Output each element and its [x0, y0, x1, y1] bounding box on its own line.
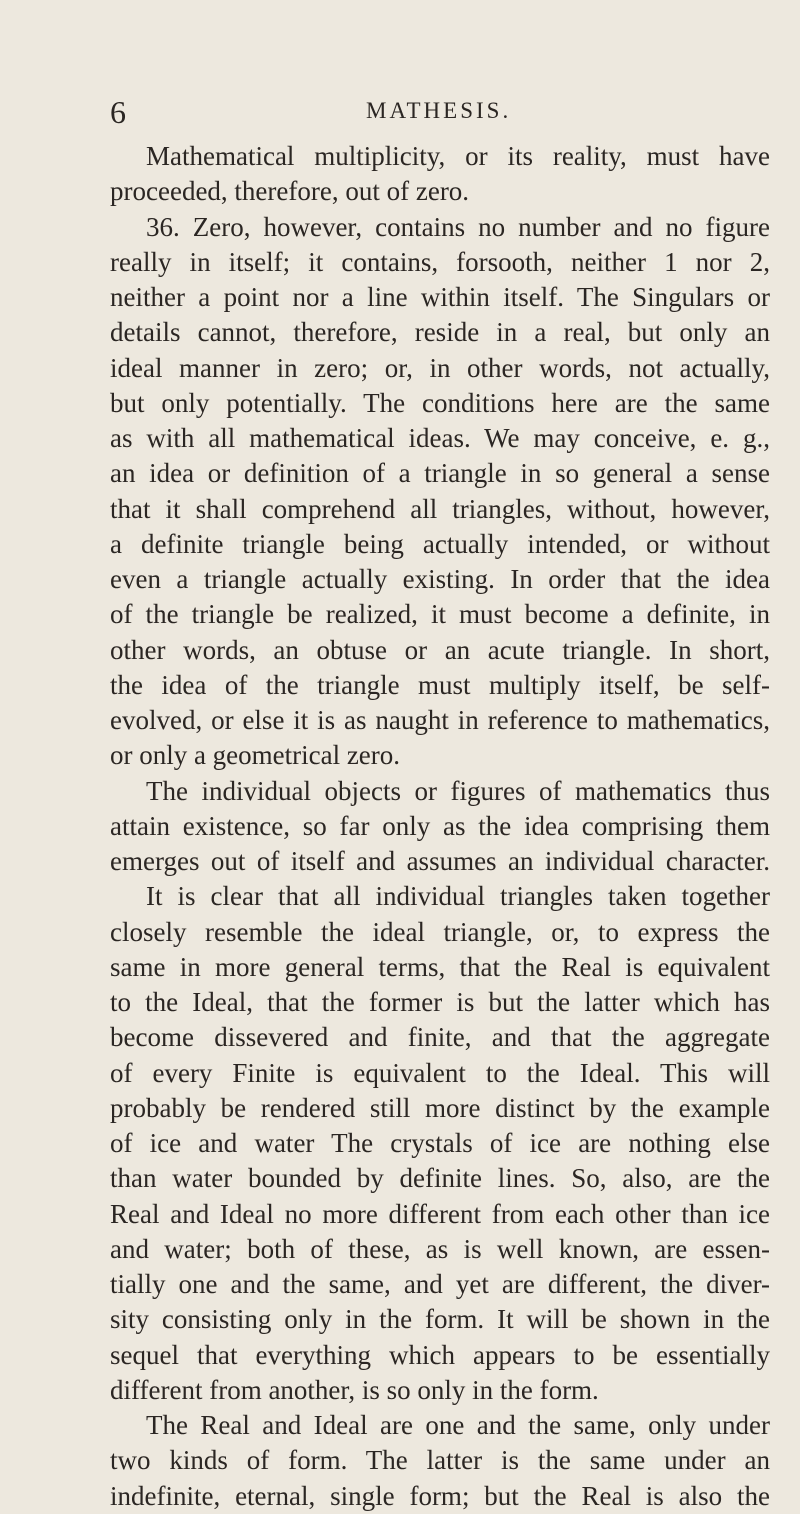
text-line-content: The individual objects or figures of mathematics thus [146, 775, 771, 806]
text-line-content: sity consisting only in the form. It will be shown in the [110, 1304, 770, 1335]
text-line [0, 386, 800, 421]
text-line-content: as with all mathematical ideas. We may conceive, e. g., [110, 423, 770, 453]
text-line [0, 985, 800, 1020]
text-line [0, 809, 800, 844]
text-line [0, 527, 800, 562]
text-line [0, 351, 800, 386]
page-number: 6 [110, 94, 127, 130]
text-line [0, 1302, 800, 1337]
text-line [0, 1267, 800, 1302]
text-line-content: or only a geometrical zero. [110, 740, 401, 771]
text-line-content: Real and Ideal no more different from each other than ice [110, 1198, 771, 1229]
text-line [0, 139, 800, 174]
text-line [0, 703, 800, 738]
text-line-content: than water bounded by definite lines. So, also, are the [110, 1163, 771, 1194]
text-line-content: details cannot, therefore, reside in a real, but only an [110, 317, 771, 348]
text-line [0, 668, 800, 703]
text-line [0, 1197, 800, 1232]
text-line [0, 633, 800, 668]
text-line [0, 915, 800, 950]
text-line-content: to the Ideal, that the former is but the latter which has [110, 987, 770, 1017]
text-line-content: an idea or definition of a triangle in so general a sense [110, 458, 770, 489]
running-head [110, 94, 800, 134]
text-line-content: tially one and the same, and yet are different, the diver- [110, 1269, 771, 1299]
text-line [0, 280, 800, 315]
text-line-content: that it shall comprehend all triangles, without, however, [110, 493, 771, 524]
text-line-content: of ice and water The crystals of ice are nothing else [110, 1128, 770, 1158]
text-line-content: become dissevered and finite, and that the aggregate [110, 1022, 770, 1053]
text-line-content: even a triangle actually existing. In order that the idea [110, 564, 770, 594]
text-line [0, 844, 800, 879]
text-line [0, 245, 800, 280]
text-line-content: of every Finite is equivalent to the Ideal. This will [110, 1057, 770, 1088]
text-line-content: proceeded, therefore, out of zero. [110, 176, 470, 207]
text-line-content: two kinds of form. The latter is the same under an [110, 1445, 771, 1476]
text-line-content: attain existence, so far only as the idea comprising them [110, 810, 770, 841]
text-line-content: sequel that everything which appears to be essentially [110, 1339, 770, 1370]
text-line [0, 562, 800, 597]
text-line-content: probably be rendered still more distinct by the example [110, 1092, 771, 1123]
text-line [0, 1161, 800, 1196]
text-line-content: different from another, is so only in the form. [110, 1374, 599, 1405]
text-line [0, 492, 800, 527]
text-line [0, 315, 800, 350]
text-line-content: same in more general terms, that the Real is equivalent [110, 951, 770, 982]
text-line-content: The Real and Ideal are one and the same, only under [146, 1410, 771, 1440]
text-line-content: evolved, or else it is as naught in reference to mathematics, [110, 705, 770, 735]
text-line-content: emerges out of itself and assumes an individual character. [110, 846, 770, 876]
text-line [0, 1338, 800, 1373]
text-line [0, 421, 800, 456]
text-line [0, 950, 800, 985]
text-line [0, 1232, 800, 1267]
text-line-content: Mathematical multiplicity, or its reality, must have [146, 141, 770, 171]
running-title: MATHESIS. [366, 98, 512, 123]
text-line [0, 597, 800, 632]
text-line-content: indefinite, eternal, single form; but the Real is also the [110, 1480, 770, 1511]
text-line-content: and water; both of these, as is well known, are essen- [110, 1233, 771, 1264]
text-line [0, 210, 800, 245]
text-line [0, 879, 800, 914]
text-line [0, 1020, 800, 1055]
text-line-content: It is clear that all individual triangles taken together [146, 881, 770, 912]
text-line-content: the idea of the triangle must multiply itself, be self- [110, 669, 770, 700]
text-line-content: really in itself; it contains, forsooth, neither 1 nor 2, [110, 246, 771, 277]
text-line [0, 1373, 800, 1408]
text-line [0, 1056, 800, 1091]
text-line [0, 1443, 800, 1478]
text-line [0, 456, 800, 491]
text-line-content: of the triangle be realized, it must become a definite, in [110, 599, 770, 630]
text-line [0, 738, 800, 773]
text-line [0, 174, 800, 209]
text-line-content: neither a point nor a line within itself. The Singulars or [110, 282, 770, 312]
text-line [0, 1408, 800, 1443]
text-line-content: ideal manner in zero; or, in other words, not actually, [110, 352, 770, 383]
text-line [0, 774, 800, 809]
text-line [0, 1479, 800, 1514]
text-line-content: but only potentially. The conditions here are the same [110, 387, 770, 418]
text-line [0, 1126, 800, 1161]
text-line-content: 36. Zero, however, contains no number and no figure [146, 211, 771, 242]
text-line-content: a definite triangle being actually intended, or without [110, 528, 770, 559]
text-line-content: closely resemble the ideal triangle, or, to express the [110, 916, 770, 947]
text-line [0, 1091, 800, 1126]
text-line-content: other words, an obtuse or an acute triangle. In short, [110, 634, 770, 665]
